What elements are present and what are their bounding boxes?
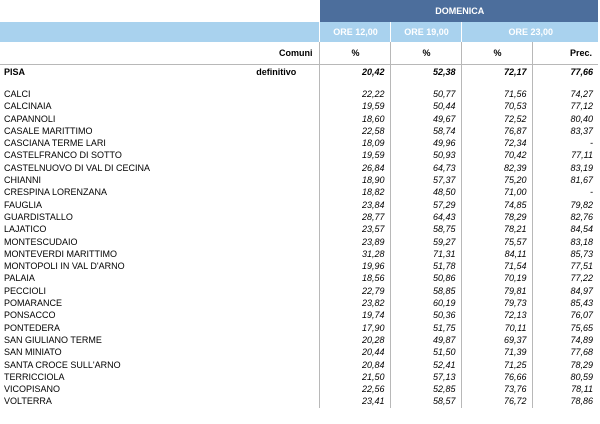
municipality-ore23: 70,11 [461,322,532,334]
municipality-ore23: 74,85 [461,199,532,211]
municipality-name: MONTOPOLI IN VAL D'ARNO [4,261,125,272]
municipality-name: TERRICCIOLA [4,371,65,382]
time-header-23: ORE 23,00 [461,22,598,42]
municipality-ore12: 23,89 [319,236,390,248]
municipality-ore12: 22,79 [319,285,390,297]
municipality-ore12: 21,50 [319,371,390,383]
municipality-prec: 83,37 [570,125,593,136]
municipality-ore19: 50,36 [390,309,461,321]
municipality-status [232,113,319,125]
municipality-status [232,334,319,346]
municipality-ore19: 57,13 [390,371,461,383]
municipality-name: PALAIA [4,273,35,284]
municipality-ore12: 19,74 [319,309,390,321]
municipality-name: MONTEVERDI MARITTIMO [4,248,117,259]
municipality-ore23: 76,66 [461,371,532,383]
municipality-status [232,223,319,235]
municipality-name: GUARDISTALLO [4,211,73,222]
municipality-prec: 77,22 [570,273,593,284]
municipality-status [232,371,319,383]
municipality-prec: 78,86 [570,396,593,407]
municipality-ore19: 48,50 [390,186,461,198]
province-name: PISA [4,67,26,77]
table-row [0,236,598,248]
municipality-ore12: 20,28 [319,334,390,346]
municipality-status [232,285,319,297]
municipality-ore23: 75,57 [461,236,532,248]
col-header-pct-23: % [461,42,532,65]
municipality-ore19: 59,27 [390,236,461,248]
municipality-ore19: 49,67 [390,113,461,125]
table-row [0,297,598,309]
municipality-ore12: 20,44 [319,346,390,358]
municipality-ore23: 78,29 [461,211,532,223]
table-row [0,248,598,260]
municipality-status [232,174,319,186]
municipality-ore12: 23,84 [319,199,390,211]
municipality-ore19: 64,73 [390,162,461,174]
municipality-ore23: 70,19 [461,272,532,284]
municipality-ore23: 71,54 [461,260,532,272]
municipality-ore19: 71,31 [390,248,461,260]
municipality-ore12: 28,77 [319,211,390,223]
municipality-status [232,359,319,371]
municipality-name: SAN MINIATO [4,347,62,358]
municipality-name: CASCIANA TERME LARI [4,138,106,149]
municipality-prec: 75,65 [570,322,593,333]
municipality-prec: 83,19 [570,162,593,173]
municipality-ore12: 19,59 [319,100,390,112]
municipality-prec: 74,89 [570,334,593,345]
municipality-ore23: 72,13 [461,309,532,321]
municipality-name: CASALE MARITTIMO [4,125,93,136]
table-row [0,113,598,125]
table-row [0,285,598,297]
municipality-ore12: 18,56 [319,272,390,284]
municipality-ore19: 51,78 [390,260,461,272]
municipality-ore23: 72,34 [461,137,532,149]
municipality-prec: 74,27 [570,89,593,99]
table-row [0,272,598,284]
municipality-name: VOLTERRA [4,396,52,407]
municipality-prec: - [590,138,593,149]
municipality-ore23: 76,72 [461,395,532,407]
municipality-ore23: 79,81 [461,285,532,297]
time-header-12: ORE 12,00 [319,22,390,42]
municipality-status [232,309,319,321]
col-header-prec: Prec. [532,42,598,65]
province-status: definitivo [232,65,319,80]
municipality-ore23: 71,00 [461,186,532,198]
municipality-name: CALCINAIA [4,101,52,112]
municipality-ore23: 71,39 [461,346,532,358]
table-row [0,346,598,358]
municipality-prec: 81,67 [570,175,593,186]
province-ore19: 52,38 [390,65,461,80]
table-row [0,383,598,395]
municipality-prec: 77,51 [570,261,593,272]
municipality-ore19: 50,93 [390,149,461,161]
municipality-ore23: 79,73 [461,297,532,309]
municipality-status [232,383,319,395]
table-row [0,334,598,346]
municipality-ore12: 18,60 [319,113,390,125]
header-day-row [0,0,598,22]
municipality-ore19: 50,86 [390,272,461,284]
municipality-prec: 79,82 [570,199,593,210]
header-columns-row [0,42,598,65]
table-row [0,371,598,383]
municipality-prec: 77,11 [571,150,593,161]
municipality-name: CHIANNI [4,175,42,186]
municipality-ore19: 64,43 [390,211,461,223]
municipality-status [232,346,319,358]
municipality-name: SANTA CROCE SULL'ARNO [4,359,121,370]
municipality-ore12: 26,84 [319,162,390,174]
municipality-ore23: 70,53 [461,100,532,112]
municipality-ore23: 78,21 [461,223,532,235]
table-row [0,149,598,161]
municipality-ore23: 71,56 [461,88,532,100]
header-time-row [0,22,598,42]
municipality-name: CALCI [4,89,31,99]
municipality-prec: 84,54 [570,224,593,235]
table-row [0,174,598,186]
municipality-name: PONTEDERA [4,322,61,333]
municipality-status [232,199,319,211]
municipality-ore23: 76,87 [461,125,532,137]
municipality-ore19: 50,77 [390,88,461,100]
municipality-name: VICOPISANO [4,384,61,395]
municipality-prec: 82,76 [570,211,593,222]
municipality-ore23: 84,11 [461,248,532,260]
municipality-prec: 80,40 [570,113,593,124]
municipality-ore19: 58,57 [390,395,461,407]
municipality-prec: 85,73 [570,248,593,259]
municipality-ore19: 58,85 [390,285,461,297]
municipality-ore19: 58,74 [390,125,461,137]
municipality-ore12: 19,96 [319,260,390,272]
municipality-ore23: 70,42 [461,149,532,161]
municipality-ore19: 58,75 [390,223,461,235]
municipality-name: CRESPINA LORENZANA [4,187,108,198]
municipality-name: SAN GIULIANO TERME [4,334,102,345]
table-row [0,100,598,112]
municipality-ore12: 18,90 [319,174,390,186]
province-ore23: 72,17 [461,65,532,80]
municipality-name: LAJATICO [4,224,47,235]
municipality-status [232,322,319,334]
municipality-ore23: 72,52 [461,113,532,125]
table-row [0,162,598,174]
table-row [0,359,598,371]
municipality-prec: 78,29 [570,359,593,370]
table-body [0,65,598,408]
municipality-ore23: 82,39 [461,162,532,174]
municipality-ore12: 17,90 [319,322,390,334]
municipality-ore19: 50,44 [390,100,461,112]
municipality-prec: 77,68 [570,347,593,358]
municipality-status [232,125,319,137]
municipality-prec: 84,97 [570,285,593,296]
municipality-ore12: 18,09 [319,137,390,149]
col-header-pct-12: % [319,42,390,65]
col-header-comuni: Comuni [232,42,319,65]
municipality-name: CASTELNUOVO DI VAL DI CECINA [4,162,151,173]
municipality-name: PECCIOLI [4,285,47,296]
municipality-prec: 85,43 [570,298,593,309]
municipality-status [232,211,319,223]
municipality-ore23: 73,76 [461,383,532,395]
municipality-ore19: 49,96 [390,137,461,149]
municipality-status [232,236,319,248]
municipality-name: MONTESCUDAIO [4,236,78,247]
municipality-status [232,395,319,407]
table-row [0,322,598,334]
municipality-ore23: 69,37 [461,334,532,346]
municipality-prec: 78,11 [571,384,593,395]
municipality-ore12: 18,82 [319,186,390,198]
table-row [0,88,598,100]
municipality-ore19: 52,41 [390,359,461,371]
table-row [0,309,598,321]
table-row [0,395,598,407]
municipality-status [232,260,319,272]
municipality-ore19: 57,29 [390,199,461,211]
municipality-status [232,100,319,112]
municipality-ore12: 23,57 [319,223,390,235]
municipality-status [232,149,319,161]
municipality-ore12: 23,41 [319,395,390,407]
municipality-name: CAPANNOLI [4,113,56,124]
municipality-ore23: 75,20 [461,174,532,186]
municipality-ore12: 22,22 [319,88,390,100]
municipality-status [232,272,319,284]
table-row [0,223,598,235]
municipality-prec: 77,12 [570,101,593,112]
table-row [0,125,598,137]
municipality-prec: 80,59 [570,371,593,382]
municipality-ore12: 23,82 [319,297,390,309]
municipality-status [232,162,319,174]
municipality-ore23: 71,25 [461,359,532,371]
table-row [0,186,598,198]
municipality-prec: 83,18 [570,236,593,247]
municipality-name: PONSACCO [4,310,56,321]
municipality-ore12: 22,56 [319,383,390,395]
spacer-row [0,79,598,88]
municipality-ore19: 60,19 [390,297,461,309]
table-row [0,211,598,223]
municipality-ore12: 31,28 [319,248,390,260]
time-header-19: ORE 19,00 [390,22,461,42]
municipality-name: CASTELFRANCO DI SOTTO [4,150,122,161]
municipality-ore19: 52,85 [390,383,461,395]
municipality-status [232,248,319,260]
day-header: DOMENICA [319,0,598,22]
table-row [0,137,598,149]
municipality-ore12: 22,58 [319,125,390,137]
municipality-status [232,297,319,309]
municipality-ore19: 51,75 [390,322,461,334]
province-row [0,65,598,80]
province-ore12: 20,42 [319,65,390,80]
municipality-ore19: 51,50 [390,346,461,358]
municipality-ore12: 20,84 [319,359,390,371]
municipality-ore19: 49,87 [390,334,461,346]
col-header-pct-19: % [390,42,461,65]
municipality-ore19: 57,37 [390,174,461,186]
province-prec: 77,66 [570,67,593,77]
table-row [0,260,598,272]
municipality-status [232,137,319,149]
municipality-name: POMARANCE [4,298,63,309]
municipality-status [232,88,319,100]
table-row [0,199,598,211]
municipality-name: FAUGLIA [4,199,43,210]
municipality-ore12: 19,59 [319,149,390,161]
municipality-prec: 76,07 [570,310,593,321]
municipality-prec: - [590,187,593,198]
municipality-status [232,186,319,198]
